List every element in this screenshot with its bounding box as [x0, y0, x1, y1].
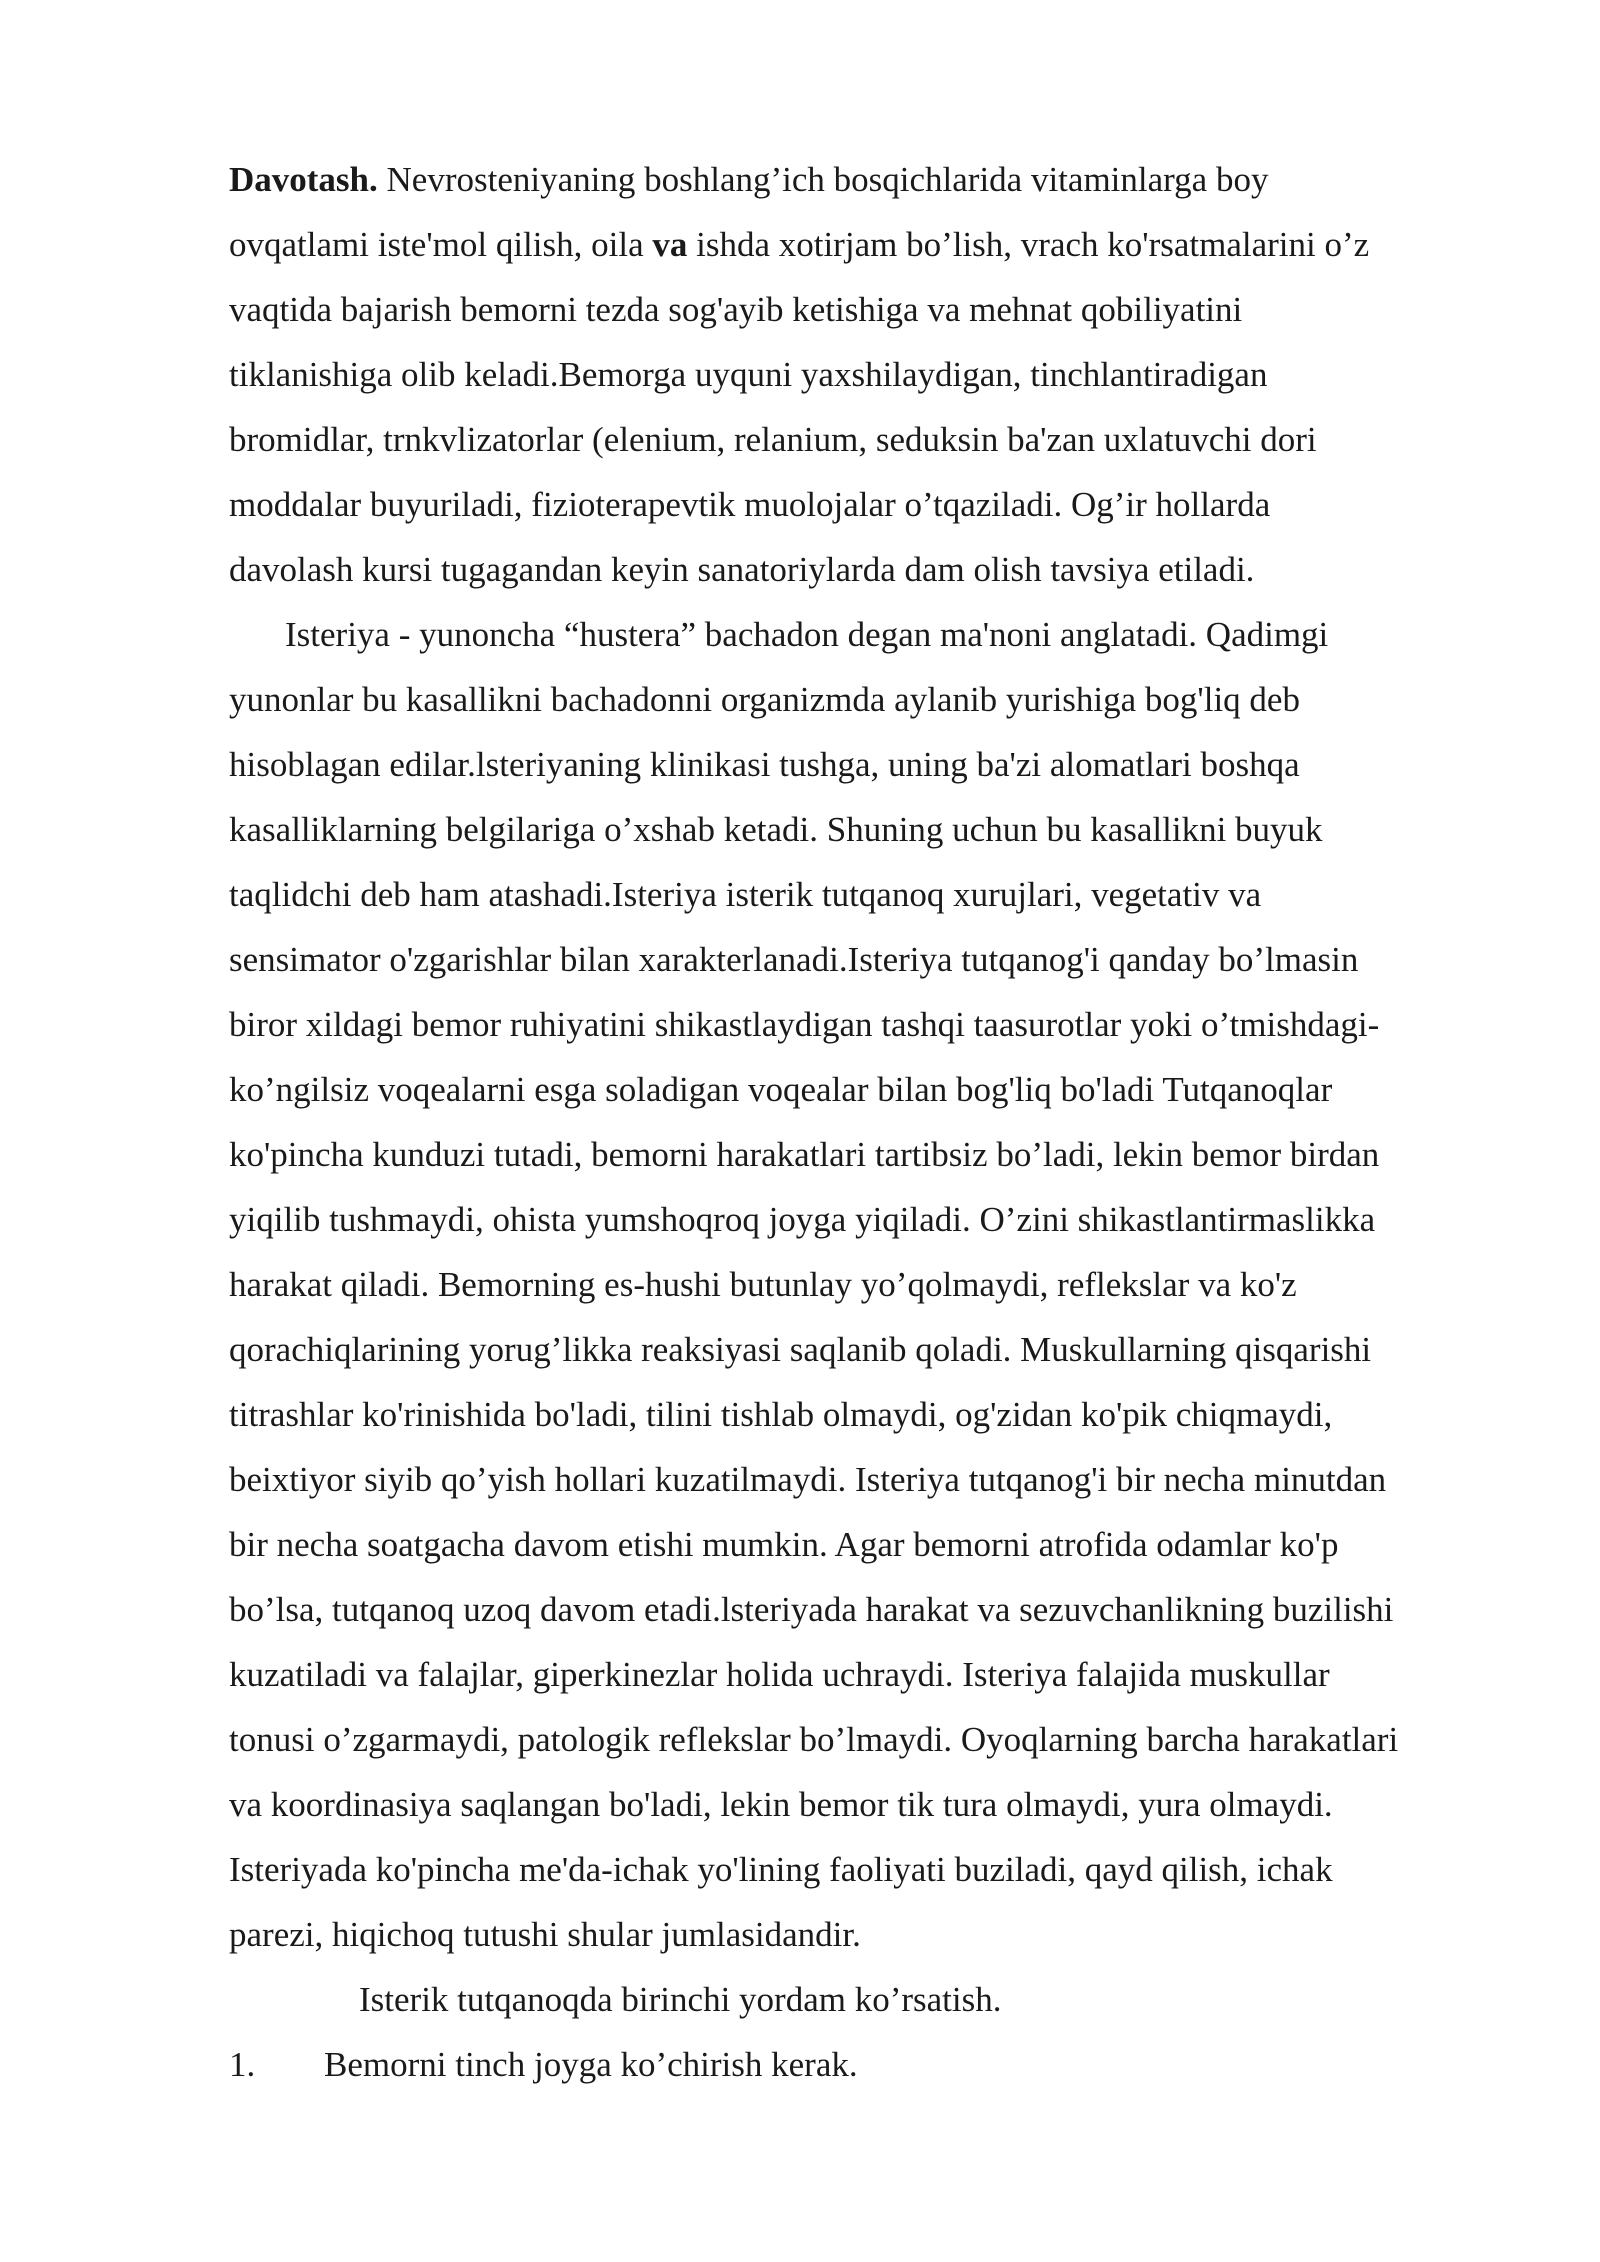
paragraph-1-line-3: vaqtida bajarish bemorni tezda sog'ayib ketishiga va mehnat qobiliyatini [229, 290, 1243, 329]
section-heading: Davotash. [229, 160, 378, 199]
paragraph-2-line-5: taqlidchi deb ham atashadi.Isteriya isterik tutqanoq xurujlari, vegetativ va [229, 875, 1262, 914]
paragraph-2-line-17: kuzatiladi va falajlar, giperkinezlar holida uchraydi. Isteriya falajida muskullar [229, 1655, 1330, 1694]
list-item-text: Bemorni tinch joyga ko’chirish kerak. [324, 2045, 858, 2084]
paragraph-2-line-11: harakat qiladi. Bemorning es-hushi butunlay yo’qolmaydi, reflekslar va ko'z [229, 1265, 1297, 1304]
paragraph-2-line-18: tonusi o’zgarmaydi, patologik reflekslar bo’lmaydi. Oyoqlarning barcha harakatlari [229, 1720, 1399, 1759]
document-body [229, 147, 1499, 2097]
paragraph-1-line-1 [229, 147, 1499, 212]
paragraph-2-line-12: qorachiqlarining yorug’likka reaksiyasi saqlanib qoladi. Muskullarning qisqarishi [229, 1330, 1372, 1369]
paragraph-2-line-21: parezi, hiqichoq tutushi shular jumlasidandir. [229, 1915, 861, 1954]
paragraph-2-line-9: ko'pincha kunduzi tutadi, bemorni harakatlari tartibsiz bo’ladi, lekin bemor birdan [229, 1135, 1380, 1174]
paragraph-2-line-13: titrashlar ko'rinishida bo'ladi, tilini tishlab olmaydi, og'zidan ko'pik chiqmaydi, [229, 1395, 1333, 1434]
paragraph-1-line-6: moddalar buyuriladi, fizioterapevtik muolojalar o’tqaziladi. Og’ir hollarda [229, 485, 1271, 524]
paragraph-2-line-1: Isteriya - yunoncha “hustera” bachadon degan ma'noni anglatadi. Qadimgi [285, 615, 1329, 654]
paragraph-1-line-2-b: ishda xotirjam bo’lish, vrach ko'rsatmalarini o’z [687, 225, 1370, 264]
paragraph-1-line-7: davolash kursi tugagandan keyin sanatoriylarda dam olish tavsiya etiladi. [229, 550, 1255, 589]
paragraph-2-line-6: sensimator o'zgarishlar bilan xarakterlanadi.Isteriya tutqanog'i qanday bo’lmasin [229, 940, 1359, 979]
list-item-number: 1. [229, 2045, 256, 2084]
paragraph-2-line-2: yunonlar bu kasallikni bachadonni organizmda aylanib yurishiga bog'liq deb [229, 680, 1300, 719]
paragraph-1-line-4: tiklanishiga olib keladi.Bemorga uyquni yaxshilaydigan, tinchlantiradigan [229, 355, 1268, 394]
paragraph-2-line-7: biror xildagi bemor ruhiyatini shikastlaydigan tashqi taasurotlar yoki o’tmishdagi- [229, 1005, 1380, 1044]
paragraph-2-line-10: yiqilib tushmaydi, ohista yumshoqroq joyga yiqiladi. O’zini shikastlantirmaslikka [229, 1200, 1376, 1239]
paragraph-1-line-2-a: ovqatlami iste'mol qilish, oila [229, 225, 653, 264]
paragraph-2-line-19: va koordinasiya saqlangan bo'ladi, lekin bemor tik tura olmaydi, yura olmaydi. [229, 1785, 1333, 1824]
paragraph-2-line-16: bo’lsa, tutqanoq uzoq davom etadi.lsteriyada harakat va sezuvchanlikning buzilishi [229, 1590, 1394, 1629]
bold-word: va [652, 225, 688, 264]
list-item [229, 2032, 1499, 2097]
paragraph-2-line-8: ko’ngilsiz voqealarni esga soladigan voqealar bilan bog'liq bo'ladi Tutqanoqlar [229, 1070, 1333, 1109]
paragraph-1-line-5: bromidlar, trnkvlizatorlar (elenium, relanium, seduksin ba'zan uxlatuvchi dori [229, 420, 1317, 459]
paragraph-2-line-14: beixtiyor siyib qo’yish hollari kuzatilmaydi. Isteriya tutqanog'i bir necha minutdan [229, 1460, 1387, 1499]
paragraph-2-line-20: Isteriyada ko'pincha me'da-ichak yo'lining faoliyati buziladi, qayd qilish, ichak [229, 1850, 1333, 1889]
paragraph-2-line-3: hisoblagan edilar.lsteriyaning klinikasi tushga, uning ba'zi alomatlari boshqa [229, 745, 1300, 784]
first-aid-subheading: Isterik tutqanoqda birinchi yordam ko’rsatish. [359, 1980, 1002, 2019]
paragraph-2-line-4: kasalliklarning belgilariga o’xshab ketadi. Shuning uchun bu kasallikni buyuk [229, 810, 1323, 849]
paragraph-2-line-15: bir necha soatgacha davom etishi mumkin. Agar bemorni atrofida odamlar ko'p [229, 1525, 1339, 1564]
paragraph-1-line-1-text: Nevrosteniyaning boshlang’ich bosqichlarida vitaminlarga boy [377, 160, 1269, 199]
paragraph-1-line-2 [229, 212, 1499, 277]
